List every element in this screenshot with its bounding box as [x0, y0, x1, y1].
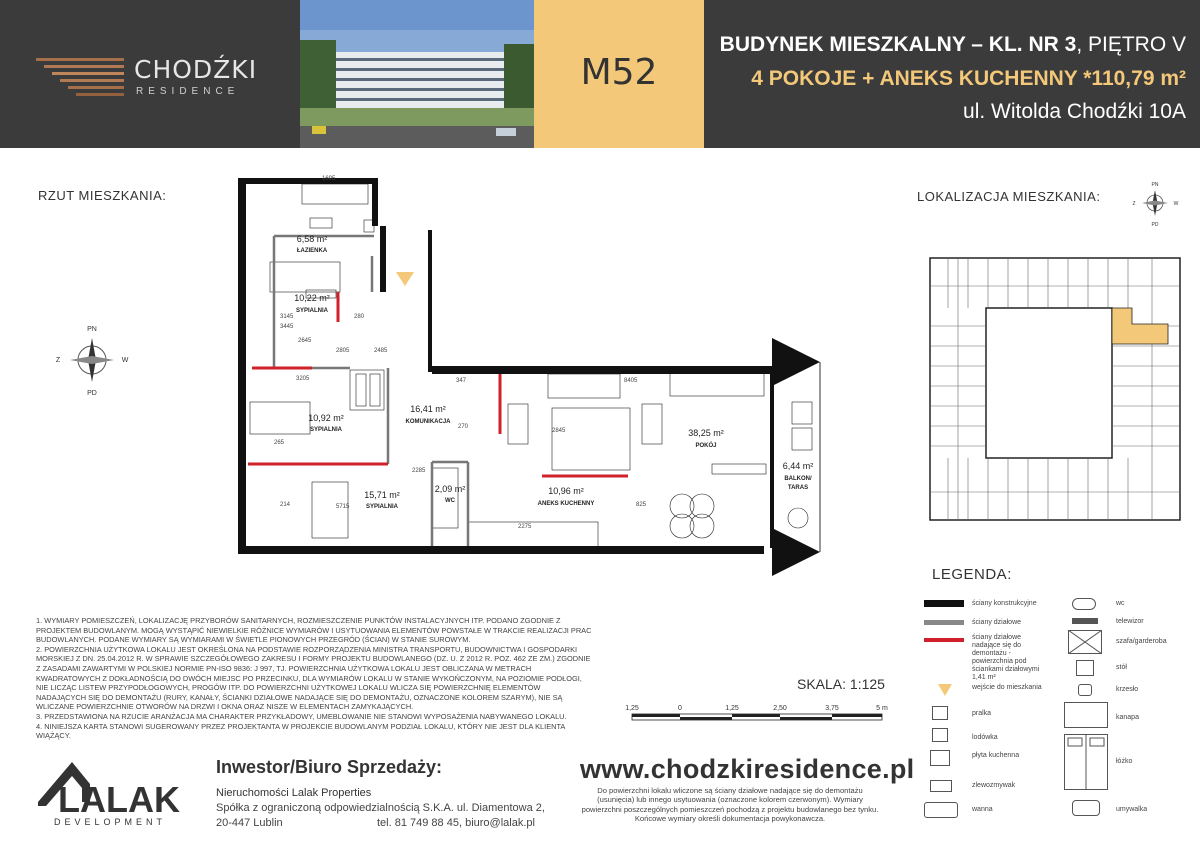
lalak-wordmark: LALAK	[58, 779, 180, 820]
dimension-label: 280	[354, 314, 365, 320]
legend-label: ściany działowe	[972, 619, 1022, 626]
legend-label: zlewozmywak	[972, 782, 1016, 789]
dimension-label: 8405	[624, 378, 638, 384]
dimension-label: 2845	[552, 428, 566, 434]
legend-label: telewizor	[1116, 618, 1144, 625]
compass-small-e: W	[1173, 201, 1179, 207]
scale-label: SKALA: 1:125	[797, 676, 885, 692]
building-main: BUDYNEK MIESZKALNY – KL. NR 3	[719, 33, 1077, 56]
legend	[920, 594, 1200, 834]
notes	[36, 616, 592, 741]
room-area: 10,22 m²	[294, 293, 330, 303]
room-area: 10,92 m²	[308, 413, 344, 423]
rooms-area: 4 POKOJE + ANEKS KUCHENNY *110,79 m²	[751, 67, 1186, 90]
compass-small-s: PD	[1151, 222, 1159, 228]
brand-logo	[0, 0, 300, 148]
compass-e: W	[121, 357, 129, 364]
unit-highlight	[1112, 308, 1168, 344]
unit-info	[704, 0, 1200, 148]
toilet-icon	[1072, 598, 1096, 610]
compass-small-icon	[1130, 178, 1180, 228]
logo-stripes-icon	[36, 58, 124, 98]
building-info	[720, 33, 1186, 57]
investor-title: Inwestor/Biuro Sprzedaży:	[216, 757, 443, 777]
building-photo	[300, 0, 534, 148]
room-area: 2,09 m²	[434, 484, 466, 494]
building-location-plan	[928, 246, 1184, 522]
dimension-label: 265	[274, 440, 285, 446]
scale-tick: 1,25	[725, 705, 739, 712]
brand-sub: RESIDENCE	[136, 86, 240, 97]
compass-w: Z	[55, 357, 61, 364]
room-name: ŁAZIENKA	[296, 248, 328, 254]
investor-name: Nieruchomości Lalak Properties	[216, 787, 372, 799]
compass-small-w: Z	[1132, 201, 1136, 207]
dimension-label: 214	[280, 502, 291, 508]
scale-bar	[622, 702, 892, 726]
dimension-label: 2805	[336, 348, 350, 354]
scale-tick: 2,50	[773, 705, 787, 712]
dimension-label: 1695	[322, 176, 336, 182]
compass-small-n: PN	[1151, 182, 1159, 188]
balcony-wall-top	[772, 338, 820, 386]
legend-label: ściany działowe nadające się do demontażu - powierzchnia pod ściankami działowymi 1,41 m²	[972, 634, 1040, 681]
note-item: 1. WYMIARY POMIESZCZEŃ, LOKALIZACJĘ PRZYBORÓW SANITARNYCH, ROZMIESZCZENIE PUNKTÓW INSTALACYJNYCH ITP. PODANO ZGODNIE Z PROJEKTEM BUDOWLANYM. MOGĄ WYSTĄPIĆ NIEWIELKIE RÓŻNICE WYMIARÓW I USYTUOWANIA ELEMENTÓW POWSTAŁE W TRAKCIE REALIZACJI PRAC BUDOWLANYCH. PODANE WYMIARY SĄ WYMIARAMI W ŚWIETLE PIONOWYCH PRZEGRÓD (ŚCIAN) W STANIE SUROWYM.	[36, 616, 592, 645]
scale-tick: 0	[678, 705, 682, 712]
entrance-icon	[938, 684, 952, 696]
room-name: SYPIALNIA	[365, 504, 399, 510]
room-name: BALKON/	[784, 476, 812, 482]
legend-title: LEGENDA:	[932, 566, 1012, 583]
entrance-marker-icon	[396, 272, 414, 286]
disclaimer: Do powierzchni lokalu wliczone są ściany działowe nadające się do demontażu (usunięcia) lub innego usytuowania (oznaczone kolorem czerwonym). Wymiary powierzchni poszczególnych pomieszczeń pochodzą z projektu budowlanego bez tynku. Końcowe wymiary określi dokumentacja powykonawcza.	[581, 786, 879, 824]
room-area: 6,44 m²	[782, 461, 814, 471]
sink-icon	[930, 780, 952, 792]
balcony-wall-bottom	[772, 528, 820, 576]
unit-code: M52	[580, 52, 658, 93]
brand-name: CHODŹKI	[134, 55, 258, 84]
partition-wall-icon	[924, 620, 964, 625]
room-area: 6,58 m²	[296, 234, 328, 244]
structural-wall-icon	[924, 600, 964, 607]
dimension-label: 2645	[298, 338, 312, 344]
room-area: 16,41 m²	[410, 404, 446, 414]
legend-label: ściany konstrukcyjne	[972, 600, 1037, 607]
room-area: 38,25 m²	[688, 428, 724, 438]
website-link[interactable]: www.chodzkiresidence.pl	[580, 754, 915, 784]
tv-icon	[1072, 618, 1098, 624]
legend-label: płyta kuchenna	[972, 752, 1020, 759]
dimension-label: 270	[458, 424, 469, 430]
note-item: 2. POWIERZCHNIA UŻYTKOWA LOKALU JEST OKREŚLONA NA PODSTAWIE ROZPORZĄDZENIA MINISTRA TRANSPORTU, BUDOWNICTWA I GOSPODARKI MORSKIEJ Z DN. 25.04.2012 R. W SPRAWIE SZCZEGÓŁOWEGO ZAKRESU I FORMY PROJEKTU BUDOWLANEGO (DZ. U. Z 2012 R. POZ. 462 ZE ZM.) ZGODNIE Z ZASADAMI ZAWARTYMI W POLSKIEJ NORMIE PN-ISO 9836: J 997, TJ. POWIERZCHNIA UŻYTKOWA LOKALU JEST OBLICZANA W METRACH KWADRATOWYCH Z DOKŁADNOŚCIĄ DO DWÓCH MIEJSC PO PRZECINKU, DLA WYMIARÓW LOKALU W STANIE WYKOŃCZONYM, NA POZIOMIE PODŁOGI, NIE LICZĄC LISTEW PRZYPODŁOGOWYCH, PROGÓW ITP. DO POWIERZCHNI UŻYTKOWEJ LOKALU WLICZA SIĘ POWIERZCHNIĘ ELEMENTÓW NADAJĄCYCH SIĘ DO DEMONTAŻU (RURY, KANAŁY, ŚCIANKI DZIAŁOWE NADAJĄCE SIĘ DO DEMONTAŻU, OZNACZONE KOLOREM SZARYM), NIE SĄ WLICZANE POWIERZCHNIE OTWORÓW NA DRZWI I OKNA ORAZ NISZE W ELEMENTACH ZAMYKAJĄCYCH.	[36, 644, 591, 712]
compass-s: PD	[87, 390, 97, 397]
dimension-label: 3145	[280, 314, 294, 320]
legend-label: szafa/garderoba	[1116, 638, 1167, 645]
dimension-label: 3205	[296, 376, 310, 382]
address: ul. Witolda Chodźki 10A	[963, 100, 1186, 123]
compass-n: PN	[87, 326, 97, 333]
dimension-label: 5715	[336, 504, 350, 510]
dimension-label: 347	[456, 378, 467, 384]
washbasin-icon	[1072, 800, 1100, 816]
building-floor: , PIĘTRO V	[1076, 33, 1186, 56]
header	[0, 0, 1200, 148]
room-name: SYPIALNIA	[295, 308, 329, 314]
table-icon	[1076, 660, 1094, 676]
dimension-label: 825	[636, 502, 647, 508]
investor-city: 20-447 Lublin	[216, 817, 283, 829]
investor-address: Spółka z ograniczoną odpowiedzialnością S.K.A. ul. Diamentowa 2,	[216, 802, 545, 814]
dimension-label: 2285	[412, 468, 426, 474]
dimension-label: 3445	[280, 324, 294, 330]
floor-plan	[232, 172, 832, 612]
lalak-sub: DEVELOPMENT	[54, 817, 167, 827]
room-name: TARAS	[787, 485, 809, 491]
scale-tick: 3,75	[825, 705, 839, 712]
bathtub-icon	[924, 802, 958, 818]
legend-label: pralka	[972, 710, 992, 717]
dimension-label: 2275	[518, 524, 532, 530]
legend-label: wanna	[972, 806, 993, 813]
room-name: POKÓJ	[695, 443, 717, 449]
room-area: 15,71 m²	[364, 490, 400, 500]
scale-tick: 1,25	[625, 705, 639, 712]
location-label: LOKALIZACJA MIESZKANIA:	[917, 189, 1101, 204]
legend-label: umywalka	[1116, 806, 1148, 813]
legend-label: wc	[1116, 600, 1125, 607]
chair-icon	[1078, 684, 1092, 696]
note-item: 3. PRZEDSTAWIONA NA RZUCIE ARANŻACJA MA CHARAKTER PRZYKŁADOWY, UMEBLOWANIE NIE STANOWI WYPOSAŻENIA NABYWANEGO LOKALU.	[36, 711, 567, 721]
washing-machine-icon	[932, 706, 948, 720]
legend-label: krzesło	[1116, 686, 1139, 693]
legend-label: stół	[1116, 664, 1127, 671]
legend-label: lodówka	[972, 734, 998, 741]
legend-label: wejście do mieszkania	[972, 684, 1042, 691]
investor-contact[interactable]: tel. 81 749 88 45, biuro@lalak.pl	[377, 817, 535, 829]
cooktop-icon	[930, 750, 950, 766]
scale-tick: 5 m	[876, 705, 888, 712]
legend-label: kanapa	[1116, 714, 1139, 721]
demolish-wall-icon	[924, 638, 964, 642]
legend-label: łóżko	[1116, 758, 1133, 765]
bed-icon	[1064, 734, 1108, 790]
room-name: KOMUNIKACJA	[405, 419, 451, 425]
sofa-icon	[1064, 702, 1108, 728]
dimension-label: 2485	[374, 348, 388, 354]
room-name: ANEKS KUCHENNY	[537, 501, 595, 507]
room-name: WC	[445, 498, 455, 504]
floorplan-label: RZUT MIESZKANIA:	[38, 188, 167, 203]
note-item: 4. NINIEJSZA KARTA STANOWI SUGEROWANY PRZEZ PROJEKTANTA W PROJEKCIE BUDOWLANYM PODZIAŁ LOKALU, KTÓRY NIE JEST DLA KLIENTA WIĄŻĄCY.	[36, 721, 565, 741]
fridge-icon	[932, 728, 948, 742]
wardrobe-icon	[1068, 630, 1102, 654]
room-area: 10,96 m²	[548, 486, 584, 496]
compass-icon	[54, 322, 130, 398]
unit-code-box	[534, 0, 704, 148]
room-name: SYPIALNIA	[309, 427, 343, 433]
